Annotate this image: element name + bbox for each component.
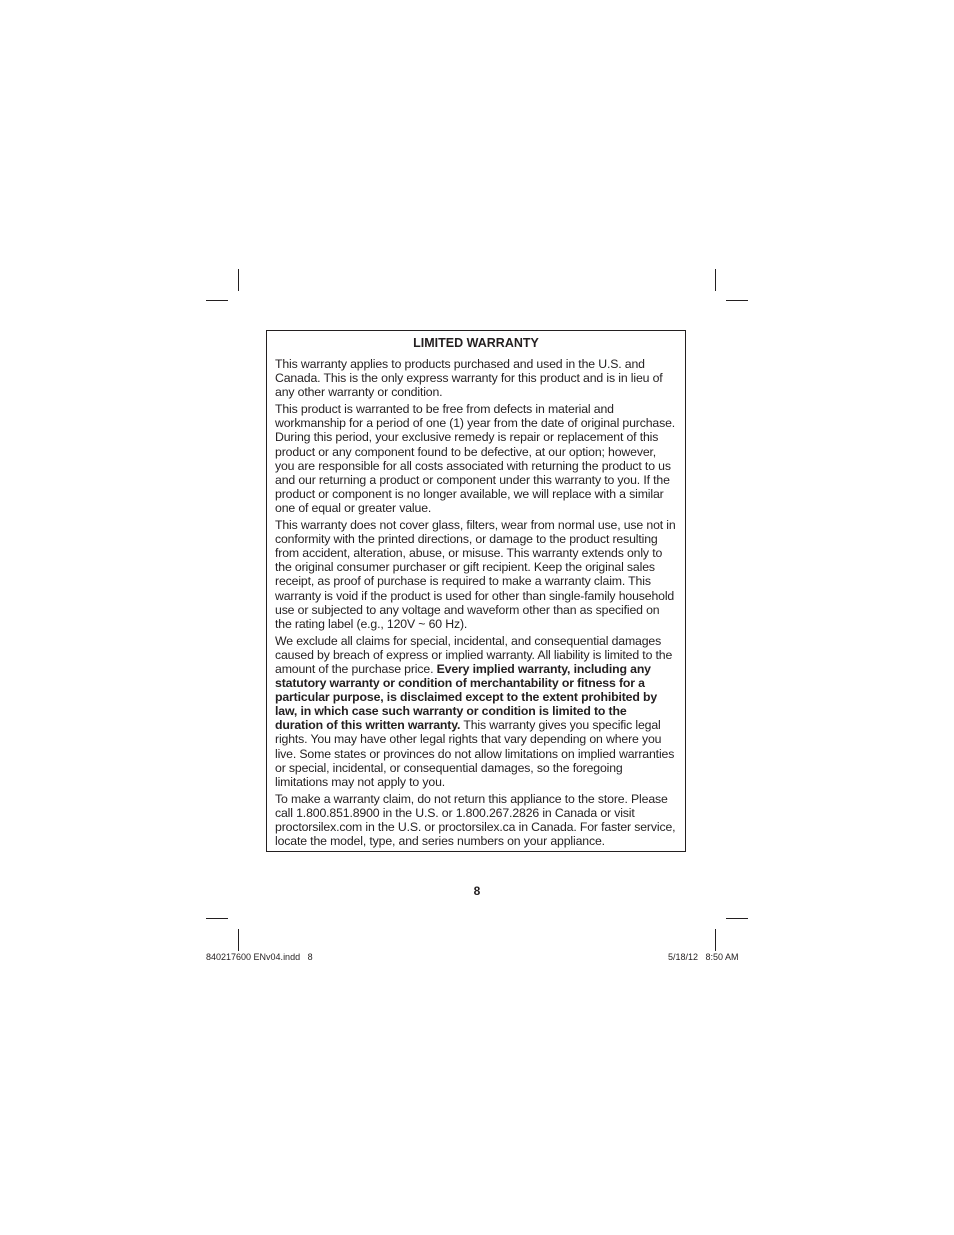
crop-mark-top-left-vertical [238, 269, 239, 291]
file-slug: 840217600 ENv04.indd 8 [206, 952, 313, 962]
crop-mark-bottom-left-vertical [238, 929, 239, 951]
date-slug: 5/18/12 8:50 AM [668, 952, 739, 962]
crop-mark-bottom-right-vertical [715, 929, 716, 951]
crop-mark-bottom-right-horizontal [726, 918, 748, 919]
crop-mark-top-right-vertical [715, 269, 716, 291]
warranty-box [266, 330, 686, 852]
warranty-paragraph-exclusions: This warranty does not cover glass, filters, wear from normal use, use not in conformity with the printed directions, or damage to the product resulting from accident, alteration, abuse, or misuse. This warranty extends only to the original consumer purchaser or gift recipient. Keep the original sales receipt, as proof of purchase is required to make a warranty claim. This warranty is void if the product is used for other than single-family household use or subjected to any voltage and waveform other than as specified on the rating label (e.g., 120V ~ 60 Hz). [275, 518, 676, 631]
page-number: 8 [473, 884, 481, 898]
liability-text-bold: Every implied warranty, including any statutory warranty or condition of merchantability or fitness for a particular purpose, is disclaimed except to the extent prohibited by law, in which case such warranty or condition is limited to the duration of this written warranty. [275, 661, 658, 733]
warranty-paragraph-coverage: This product is warranted to be free from defects in material and workmanship for a period of one (1) year from the date of original purchase. During this period, your exclusive remedy is repair or replacement of this product or any component found to be defective, at our option; however, you are responsible for all costs associated with returning the product to us and our returning a product or component under this warranty to you. If the product or component is no longer available, we will replace with a similar one of equal or greater value. [275, 402, 676, 515]
liability-text-start: We exclude all claims for special, incidental, and consequential damages caused by breach of express or implied warranty. All liability is limited to the amount of the purchase price. [275, 633, 673, 676]
liability-text-end: This warranty gives you specific legal rights. You may have other legal rights that vary depending on where you live. Some states or provinces do not allow limitations on implied warranties or special, incidental, or consequential damages, so the foregoing limitations may not apply to you. [275, 718, 675, 789]
warranty-paragraph-scope: This warranty applies to products purchased and used in the U.S. and Canada. This is the only express warranty for this product and is in lieu of any other warranty or condition. [275, 357, 663, 400]
warranty-paragraph-claims: To make a warranty claim, do not return this appliance to the store. Please call 1.800.851.8900 in the U.S. or 1.800.267.2826 in Canada or visit proctorsilex.com in the U.S. or proctorsilex.ca in Canada. For faster service, locate the model, type, and series numbers on your appliance. [275, 791, 676, 849]
warranty-paragraph-liability [275, 634, 677, 789]
crop-mark-bottom-left-horizontal [206, 918, 228, 919]
crop-mark-top-right-horizontal [726, 300, 748, 301]
warranty-title: LIMITED WARRANTY [413, 336, 539, 350]
crop-mark-top-left-horizontal [206, 300, 228, 301]
